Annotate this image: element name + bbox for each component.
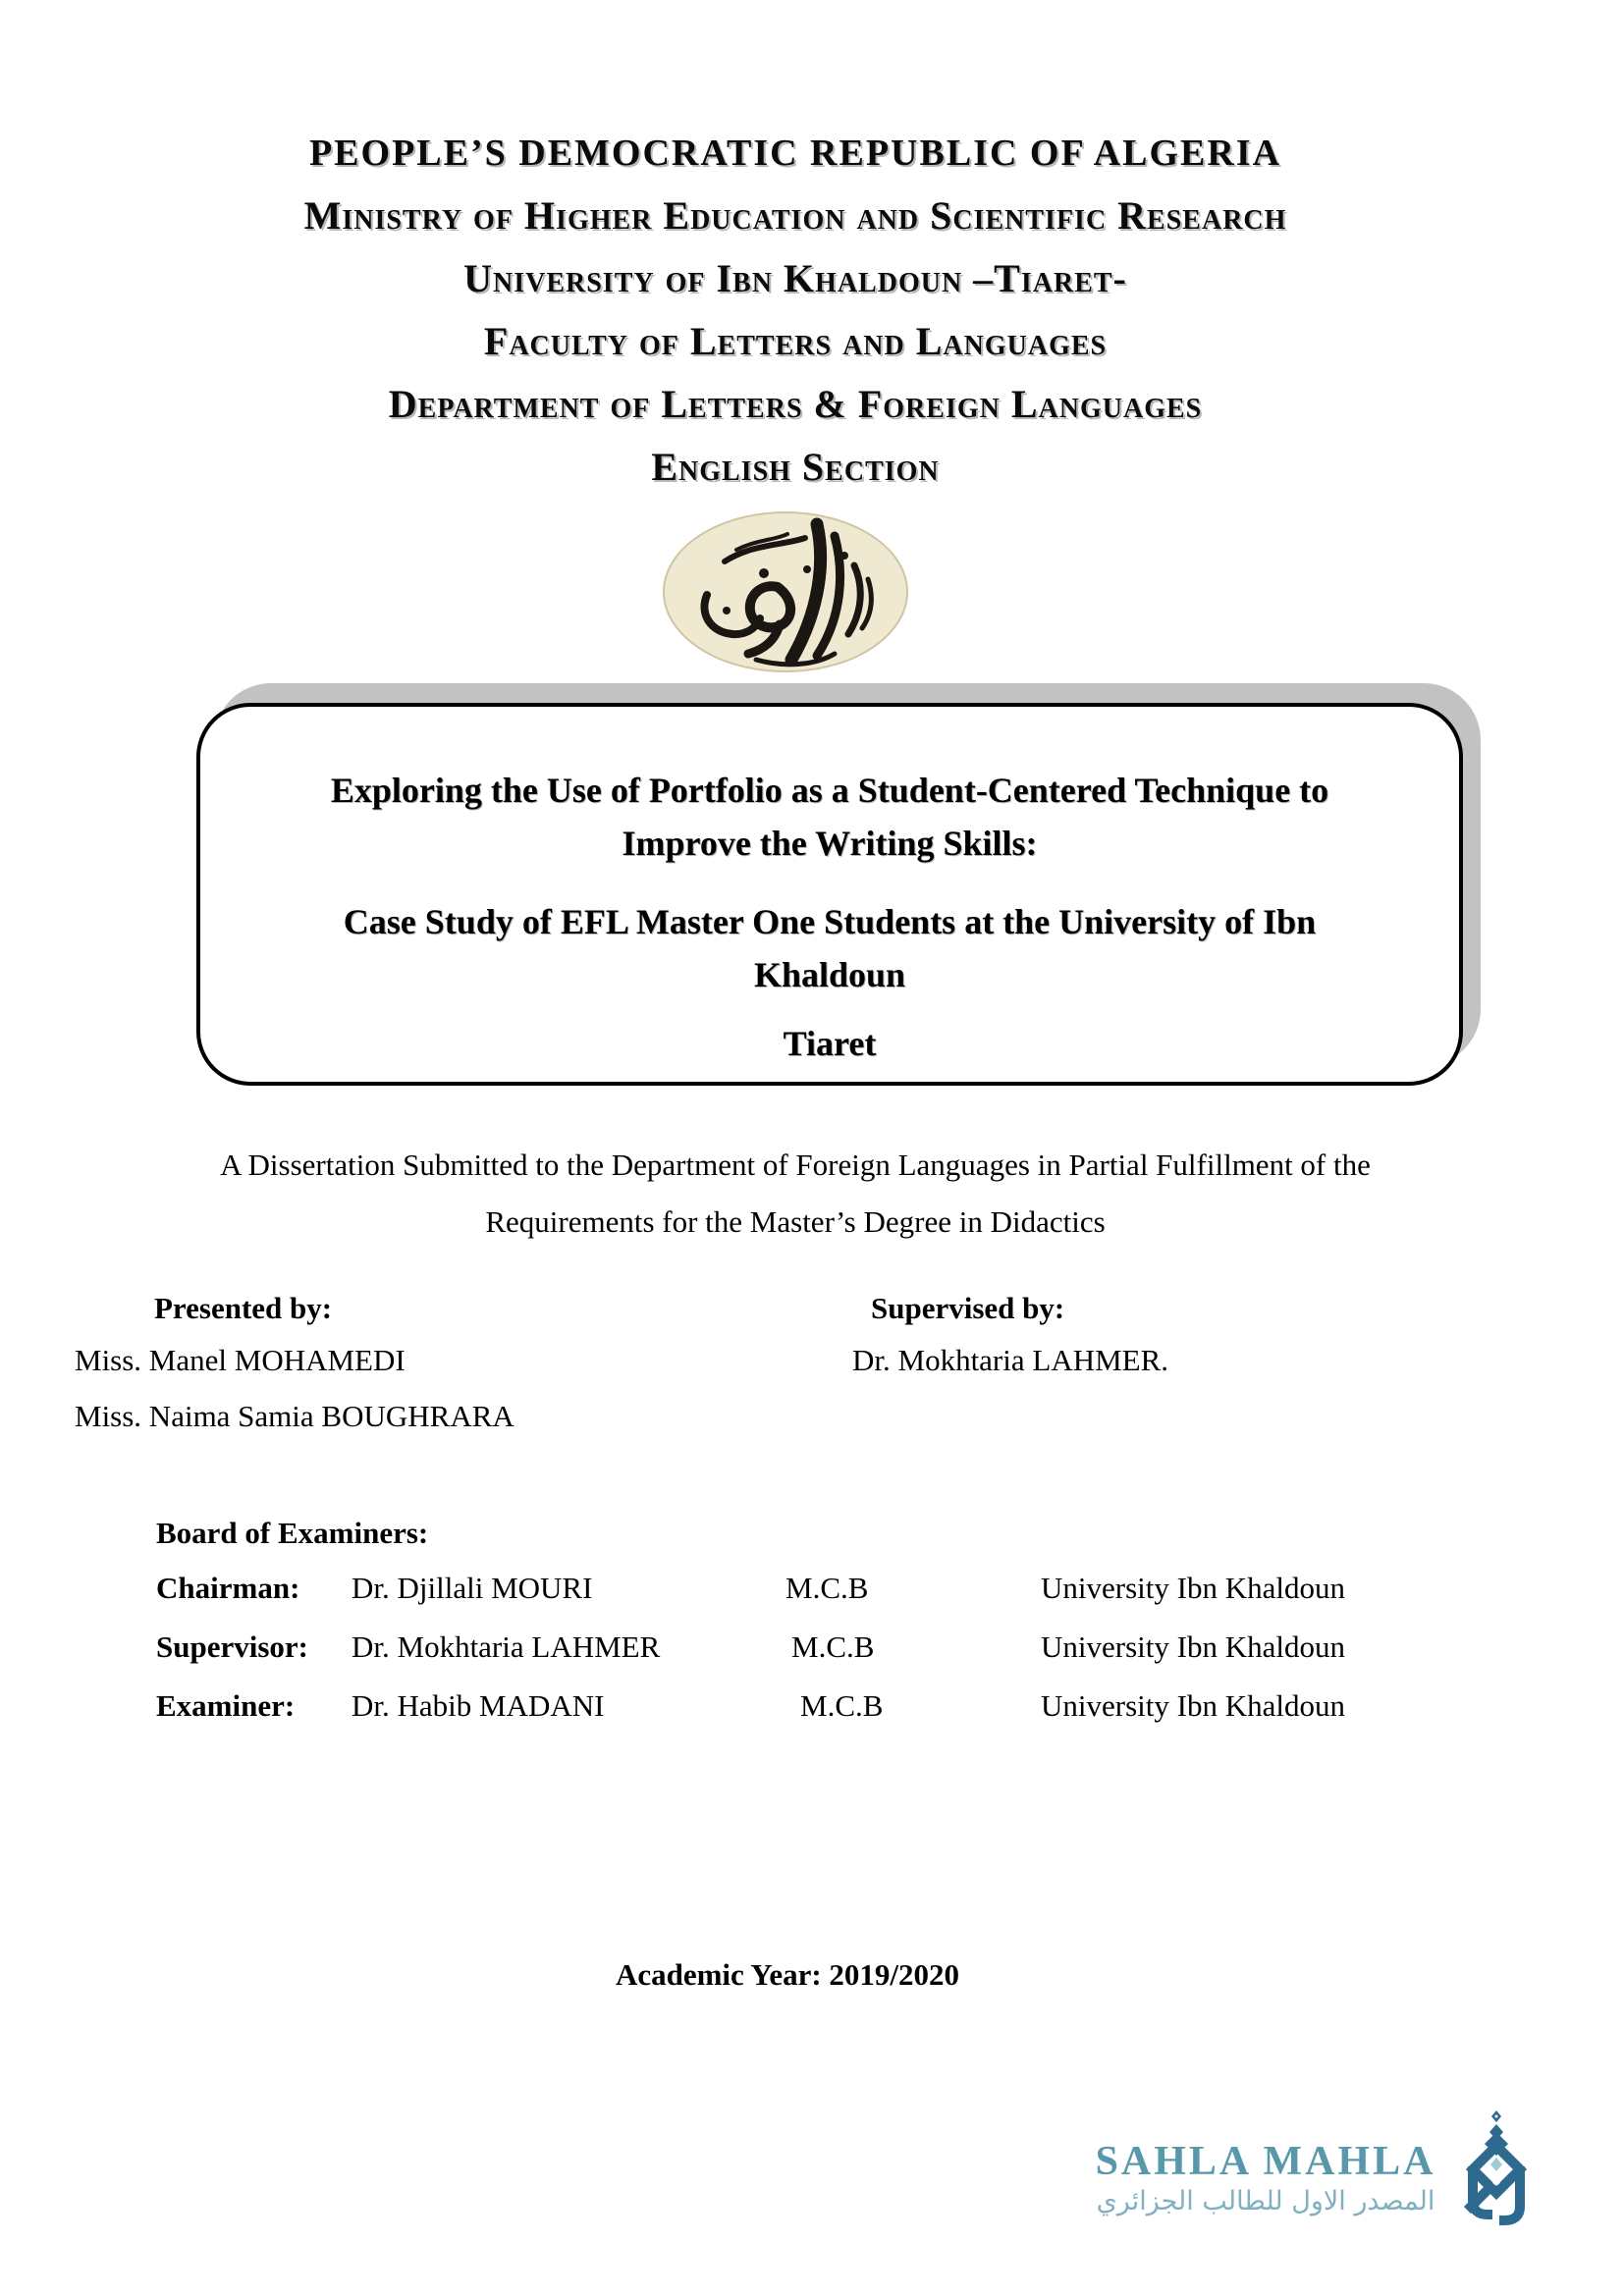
board-university: University Ibn Khaldoun xyxy=(1041,1629,1345,1664)
board-rank: M.C.B xyxy=(785,1571,869,1605)
institution-header xyxy=(0,122,1591,499)
academic-year: Academic Year: 2019/2020 xyxy=(615,1957,960,1992)
board-role: Supervisor: xyxy=(156,1629,308,1664)
dissertation-subtitle xyxy=(200,895,1459,1001)
watermark-tagline-arabic: المصدر الاول للطالب الجزائري xyxy=(1096,2186,1435,2216)
supervisor-name: Dr. Mokhtaria LAHMER. xyxy=(852,1343,1169,1377)
title-box-inner xyxy=(196,703,1463,1086)
board-role: Chairman: xyxy=(156,1571,300,1605)
title-line-2: Improve the Writing Skills: xyxy=(622,824,1038,863)
board-name: Dr. Djillali MOURI xyxy=(352,1571,593,1605)
header-ministry-line: Ministry of Higher Education and Scientific Research xyxy=(303,193,1287,238)
presenter-name-1: Miss. Manel MOHAMEDI xyxy=(75,1343,406,1377)
board-university: University Ibn Khaldoun xyxy=(1041,1688,1345,1723)
sahla-mahla-watermark xyxy=(1076,2110,1547,2248)
dissertation-title xyxy=(200,764,1459,870)
board-role: Examiner: xyxy=(156,1688,296,1723)
title-line-1: Exploring the Use of Portfolio as a Student-Centered Technique to xyxy=(330,771,1329,810)
board-rank: M.C.B xyxy=(800,1688,884,1723)
header-country-line: PEOPLE’S DEMOCRATIC REPUBLIC OF ALGERIA xyxy=(308,133,1282,174)
board-rank: M.C.B xyxy=(791,1629,875,1664)
header-section-line: English Section xyxy=(651,445,940,489)
subtitle-line-1: Case Study of EFL Master One Students at the University of Ibn xyxy=(343,902,1317,941)
header-department-line: Department of Letters & Foreign Languages xyxy=(388,382,1203,426)
board-heading: Board of Examiners: xyxy=(156,1516,429,1550)
sahla-mahla-emblem-icon xyxy=(1461,2110,1532,2226)
board-name: Dr. Mokhtaria LAHMER xyxy=(352,1629,661,1664)
board-name: Dr. Habib MADANI xyxy=(352,1688,605,1723)
university-seal-logo xyxy=(662,510,909,673)
submission-statement xyxy=(0,1137,1591,1251)
watermark-wordmark: SAHLA MAHLA xyxy=(1095,2139,1436,2184)
supervised-by-label: Supervised by: xyxy=(871,1291,1065,1325)
submission-line-2: Requirements for the Master’s Degree in Didactics xyxy=(485,1204,1106,1239)
header-university-line: University of Ibn Khaldoun –Tiaret- xyxy=(463,256,1127,300)
presenter-name-2: Miss. Naima Samia BOUGHRARA xyxy=(75,1399,514,1433)
header-faculty-line: Faculty of Letters and Languages xyxy=(483,319,1108,363)
submission-line-1: A Dissertation Submitted to the Department of Foreign Languages in Partial Fulfillment of the xyxy=(220,1148,1371,1182)
ibn-khaldoun-seal-icon xyxy=(662,510,909,673)
title-box xyxy=(196,703,1463,1086)
subtitle-line-2: Khaldoun xyxy=(753,955,906,994)
presented-by-label: Presented by: xyxy=(154,1291,333,1325)
title-location: Tiaret xyxy=(783,1024,877,1063)
board-university: University Ibn Khaldoun xyxy=(1041,1571,1345,1605)
watermark-text-block xyxy=(1076,2140,1455,2218)
